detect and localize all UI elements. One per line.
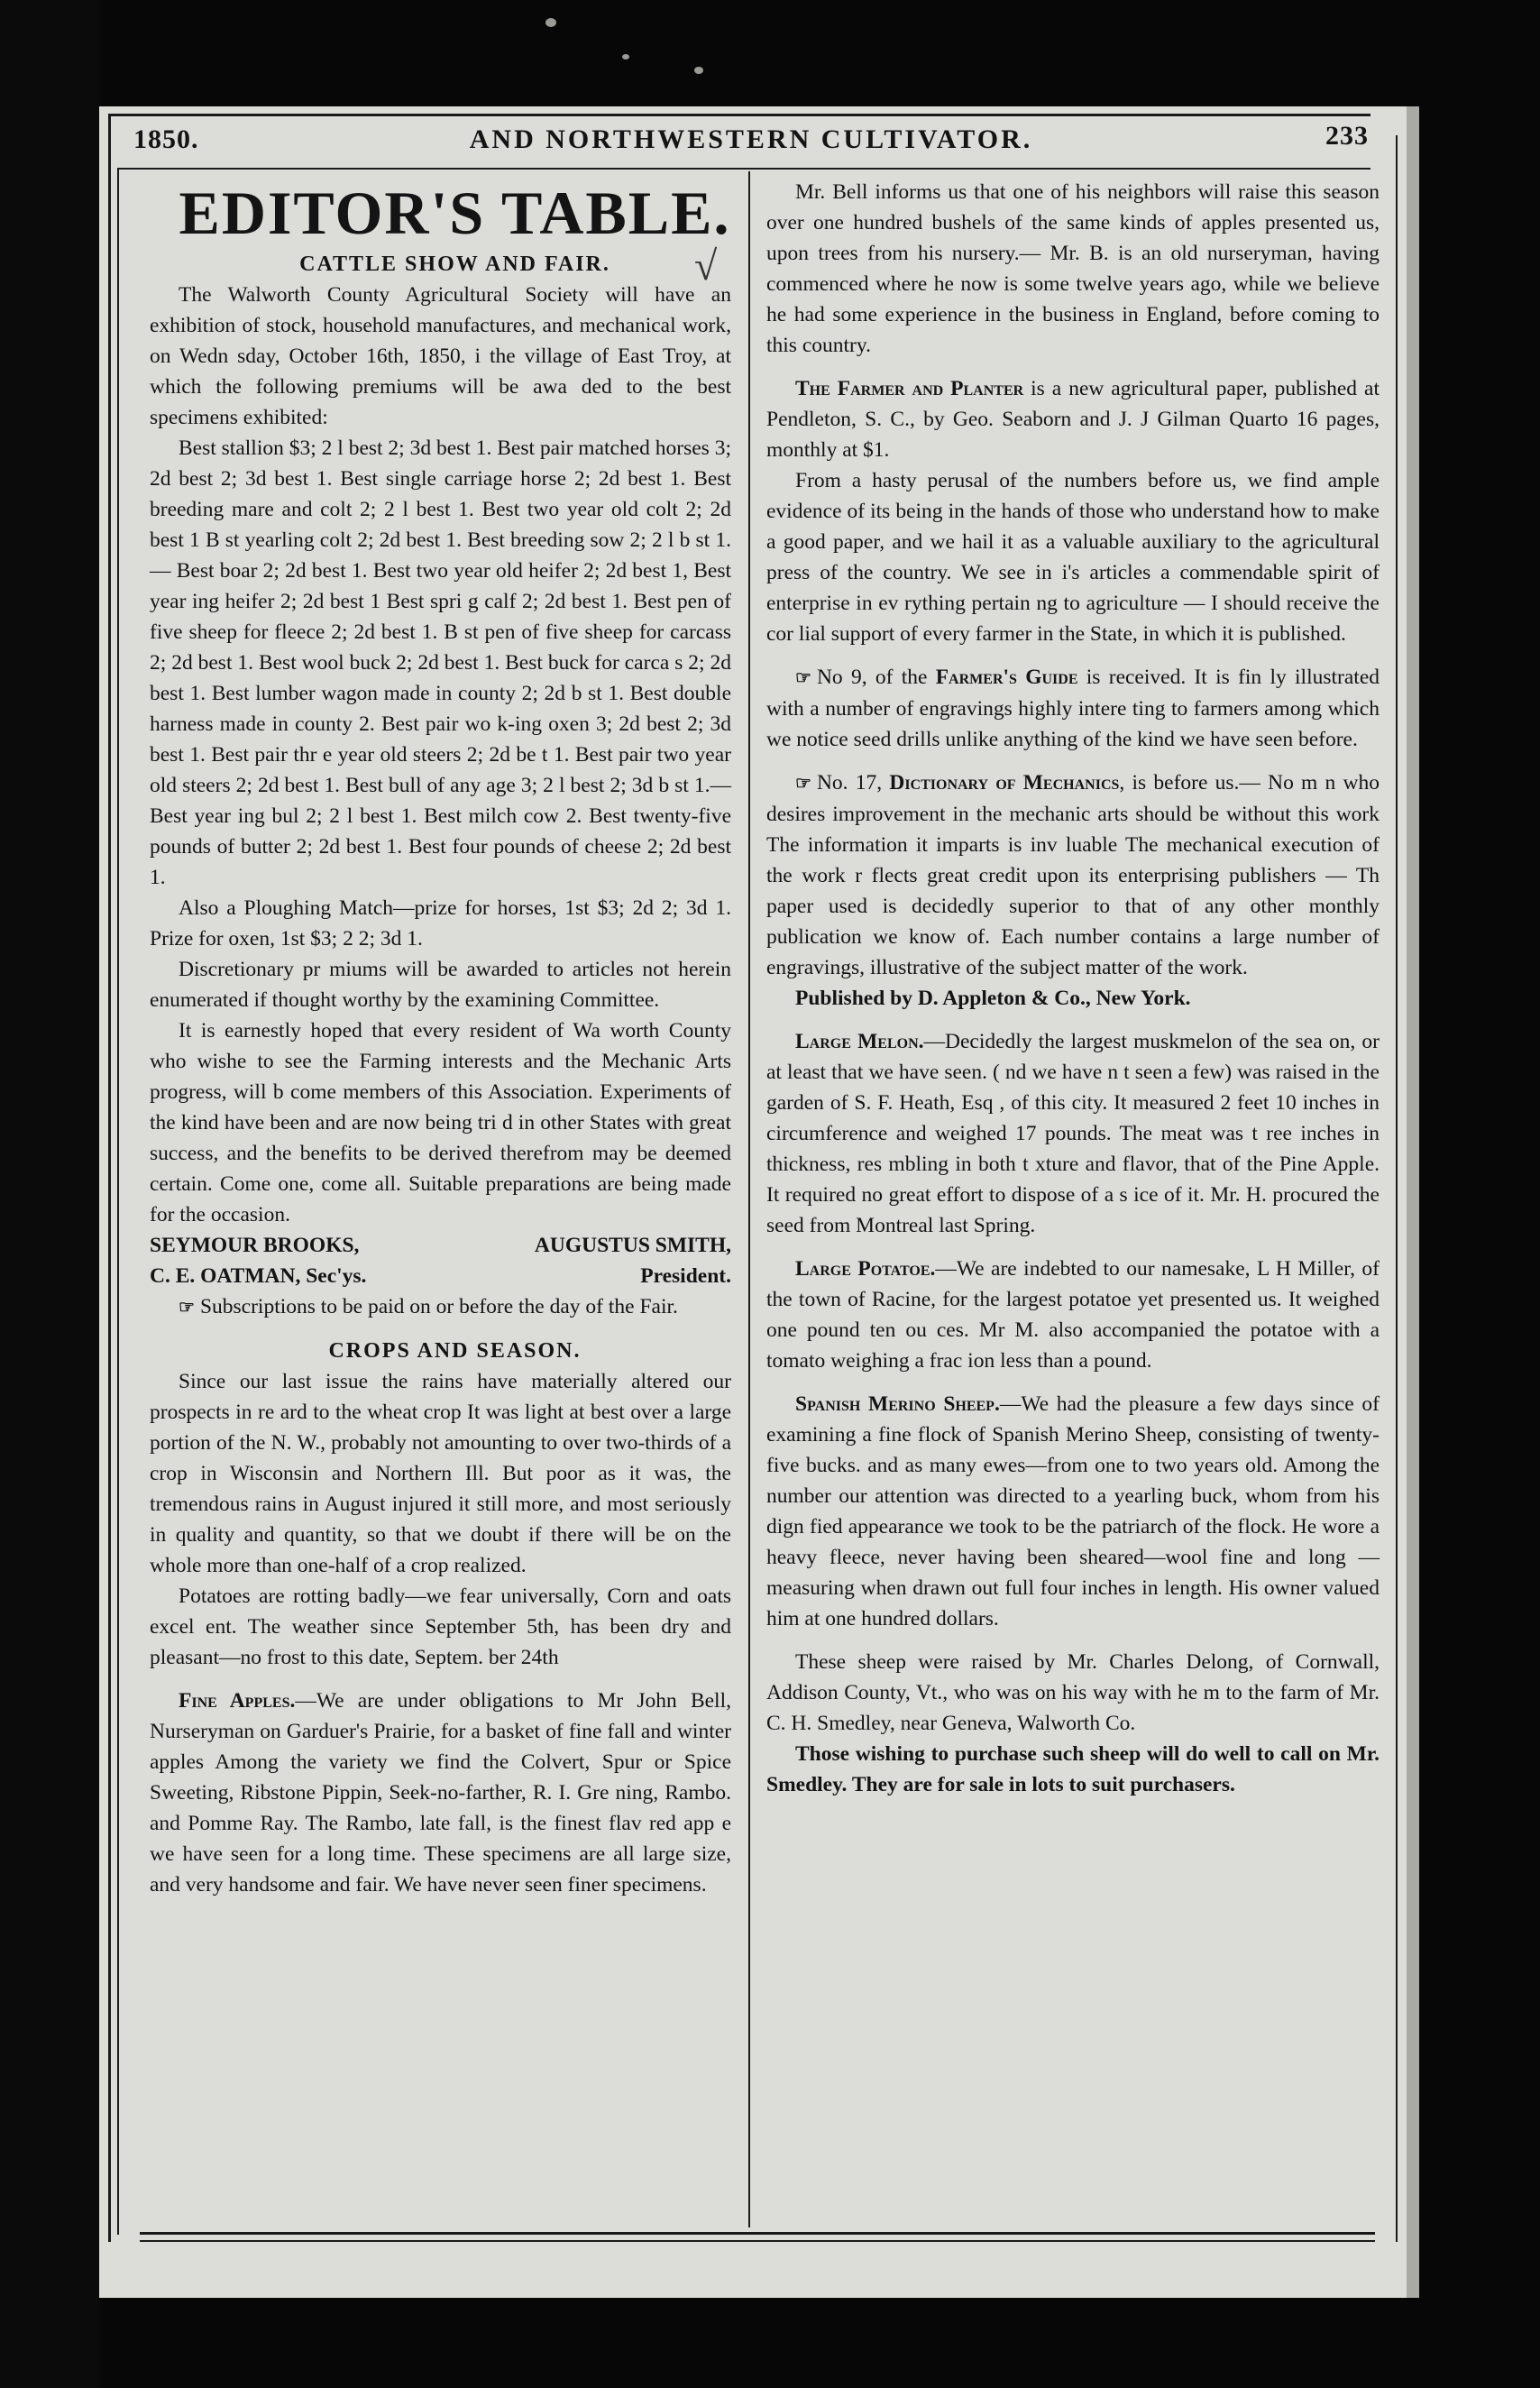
left-column (150, 177, 731, 1900)
frame-rule (140, 2240, 1375, 2242)
crops-paragraph-2: Potatoes are rotting badly—we fear universally, Corn and oats excel ent. The weather since September 5th, has been dry and pleasant—no frost to this date, Septem. ber 24th (150, 1584, 731, 1669)
paper-speck (694, 67, 703, 74)
pointing-hand-icon: ☞ (179, 1298, 195, 1318)
signature-row (150, 1230, 731, 1261)
large-melon-text: —Decidedly the largest muskmelon of the sea on, or at least that we have seen. ( nd we have n t seen a few) was raised in the garden of S. F. Heath, Esq , of this city. It measured 2 feet 10 inches in circumference and weighed 17 pounds. The meat was t ree inches in thickness, res mbling in both t xture and flavor, that of the Pine Apple. It required no great effort to dispose of a s ice of it. Mr. H. procured the seed from Montreal last Spring. (766, 1030, 1380, 1237)
subscriptions-notice (150, 1291, 731, 1323)
running-head (133, 121, 1369, 162)
frame-rule (1396, 135, 1398, 2242)
large-melon-lead: Large Melon. (795, 1030, 924, 1053)
book-binding-shadow (0, 0, 99, 2388)
right-column (766, 177, 1380, 1800)
signature-secretary-1: SEYMOUR BROOKS, (150, 1234, 360, 1257)
large-potatoe-text: —We are indebted to our namesake, L H Miller, of the town of Racine, for the largest potatoe yet presented us. It weighed one pound ten ou ces. Mr M. also accompanied the potatoe with a tomato weighing a frac ion less than a pound. (766, 1257, 1380, 1373)
crops-paragraph-1: Since our last issue the rains have materially altered our prospects in re ard to the wheat crop It was light at best over a large portion of the N. W., probably not amounting to over two-thirds of a crop in Wisconsin and Northern Ill. But poor as it was, the tremendous rains in August injured it still more, and most seriously in quality and quantity, so that we doubt if there will be on the whole more than one-half of a crop realized. (150, 1370, 731, 1577)
farmer-planter-text: is a new agricultural paper, published at Pendleton, S. C., by Geo. Seaborn and J. J Gilman Quarto 16 pages, monthly at $1. (766, 377, 1380, 462)
farmer-planter-lead: The Farmer and Planter (795, 377, 1024, 400)
paper-speck (545, 18, 556, 27)
large-potatoe-paragraph (766, 1254, 1380, 1376)
delong-paragraph: These sheep were raised by Mr. Charles Delong, of Cornwall, Addison County, Vt., who was on his way with he m to the farm of Mr. C. H. Smedley, near Geneva, Walworth Co. (766, 1650, 1380, 1735)
cattle-show-appeal: It is earnestly hoped that every resident of Wa worth County who wishe to see the Farming interests and the Mechanic Arts progress, will b come members of this Association. Experiments of the kind have been and are now being tri d in other States with great success, and the benefits to be derived therefrom may be deemed certain. Come one, come all. Suitable preparations are being made for the occasion. (150, 1019, 731, 1226)
large-melon-paragraph (766, 1026, 1380, 1241)
cattle-show-intro: The Walworth County Agricultural Society will have an exhibition of stock, household manufactures, and mechanical work, on Wedn sday, October 16th, 1850, i the village of East Troy, at which the following premiums will be awa ded to the best specimens exhibited: (150, 283, 731, 429)
pointing-hand-icon: ☞ (795, 774, 811, 794)
dict-text-b: , is before us.— No m n who desires improvement in the mechanic arts should be without this work The information it imparts is inv luable The mechanical execution of the work r flects great credit upon its enterprising publishers — Th paper used is decidedly superior to that of any other monthly publication we know of. Each number contains a large number of engravings, illustrative of the subject matter of the work. (766, 771, 1380, 979)
bell-paragraph: Mr. Bell informs us that one of his neighbors will raise this season over one hundred bushels of the same kinds of apples presented us, upon trees from his nursery.— Mr. B. is an old nurseryman, having commenced where he now is some twelve years ago, while we believe he had some experience in the business in England, before coming to this country. (766, 180, 1380, 357)
fine-apples-text: —We are under obligations to Mr John Bell, Nurseryman on Garduer's Prairie, for a basket of fine fall and winter apples Among the variety we find the Colvert, Spur or Spice Sweeting, Ribstone Pippin, Seek-no-farther, R. I. Gre ning, Rambo. and Pomme Ray. The Rambo, late fall, is the finest flav red app e we have seen for a long time. These specimens are all large size, and very handsome and fair. We have never seen finer specimens. (150, 1689, 731, 1897)
cattle-show-discretionary: Discretionary pr miums will be awarded to articles not herein enumerated if thought worthy by the examining Committee. (150, 958, 731, 1012)
merino-sheep-paragraph (766, 1389, 1380, 1634)
guide-text-b: is received. It is fin ly illustrated with a number of engravings highly intere ting to farmers among which we notice seed drills unlike anything of the kind we have seen before. (766, 666, 1380, 751)
dictionary-paragraph (766, 767, 1380, 983)
farmer-planter-paragraph (766, 373, 1380, 465)
purchase-paragraph: Those wishing to purchase such sheep will do well to call on Mr. Smedley. They are for sale in lots to suit purchasers. (766, 1742, 1380, 1796)
signature-row (150, 1261, 731, 1291)
fine-apples-lead: Fine Apples. (179, 1689, 296, 1713)
farmer-planter-review: From a hasty perusal of the numbers before us, we find ample evidence of its being in the hands of those who understand how to make a good paper, and we hail it as a valuable auxiliary to the agricultural press of the country. We see in i's articles a commendable spirit of enterprise in ev rything pertain ng to agriculture — I should receive the cor lial support of every farmer in the State, in which it is published. (766, 469, 1380, 646)
signature-title: President. (640, 1264, 731, 1288)
frame-rule (117, 168, 1370, 170)
guide-text-a: No 9, of the (816, 666, 936, 689)
frame-rule (108, 114, 111, 2242)
signature-president: AUGUSTUS SMITH, (534, 1234, 731, 1257)
subscriptions-text: Subscriptions to be paid on or before the day of the Fair. (199, 1295, 678, 1318)
signature-secretary-2: C. E. OATMAN, Sec'ys. (150, 1264, 367, 1288)
cattle-show-premiums: Best stallion $3; 2 l best 2; 3d best 1. Best pair matched horses 3; 2d best 2; 3d best 1. Best single carriage horse 2; 2d best 1. Best breeding mare and colt 2; 2 l best 1. Best two year old colt 2; 2d best 1 B st yearling colt 2; 2d best 1. Best breeding sow 2; 2 l b st 1.— Best boar 2; 2d best 1. Best two year old heifer 2; 2d best 1, Best year ing heifer 2; 2d best 1 Best spri g calf 2; 2d best 1. Best pen of five sheep for fleece 2; 2d best 1. B st pen of five sheep for carcass 2; 2d best 1. Best wool buck 2; 2d best 1. Best buck for carca s 2; 2d best 1. Best lumber wagon made in county 2; 2d b st 1. Best double harness made in county 2. Best pair wo k-ing oxen 3; 2d best 2; 3d best 1. Best pair thr e year old steers 2; 2d be t 1. Best pair two year old steers 2; 2d best 1. Best bull of any age 3; 2 l best 2; 3d b st 1.— Best year ing bul 2; 2 l best 1. Best milch cow 2. Best twenty-five pounds of butter 2; 2d best 1. Best four pounds of cheese 2; 2d best 1. (150, 436, 731, 889)
frame-rule (140, 2232, 1375, 2235)
merino-sheep-lead: Spanish Merino Sheep. (795, 1392, 1000, 1416)
section-title-crops: CROPS AND SEASON. (328, 1339, 582, 1363)
pointing-hand-icon: ☞ (795, 668, 811, 688)
column-divider (748, 171, 750, 2227)
merino-sheep-text: —We had the pleasure a few days since of examining a fine flock of Spanish Merino Sheep, consisting of twenty-five bucks. and as many ewes—from one to two years old. Among the number our attention was directed to a yearling buck, whom from his dign fied appearance we took to be the patriarch of the flock. He wore a heavy fleece, never having been sheared—wool fine and long — measuring when drawn out full four inches in length. His owner valued him at one hundred dollars. (766, 1392, 1380, 1630)
cattle-show-ploughing: Also a Ploughing Match—prize for horses, 1st $3; 2d 2; 3d 1. Prize for oxen, 1st $3; 2 2; 3d 1. (150, 896, 731, 951)
masthead: EDITOR'S TABLE. (179, 179, 731, 247)
large-potatoe-lead: Large Potatoe. (795, 1257, 936, 1281)
appleton-line: Published by D. Appleton & Co., New York. (795, 987, 1191, 1010)
frame-rule (117, 168, 119, 2235)
farmers-guide-paragraph (766, 662, 1380, 755)
dict-text-a: No. 17, (816, 771, 890, 794)
header-year: 1850. (133, 124, 199, 154)
paper-speck (622, 54, 629, 60)
fine-apples-paragraph (150, 1685, 731, 1900)
frame-rule (108, 114, 1370, 116)
section-title-cattle-show: CATTLE SHOW AND FAIR. (299, 253, 610, 276)
header-page-number: 233 (1325, 121, 1369, 151)
header-journal-title: AND NORTHWESTERN CULTIVATOR. (469, 124, 1033, 154)
dictionary-lead: Dictionary of Mechanics (889, 771, 1120, 794)
pen-mark: √ (694, 243, 718, 289)
farmers-guide-lead: Farmer's Guide (935, 666, 1078, 689)
